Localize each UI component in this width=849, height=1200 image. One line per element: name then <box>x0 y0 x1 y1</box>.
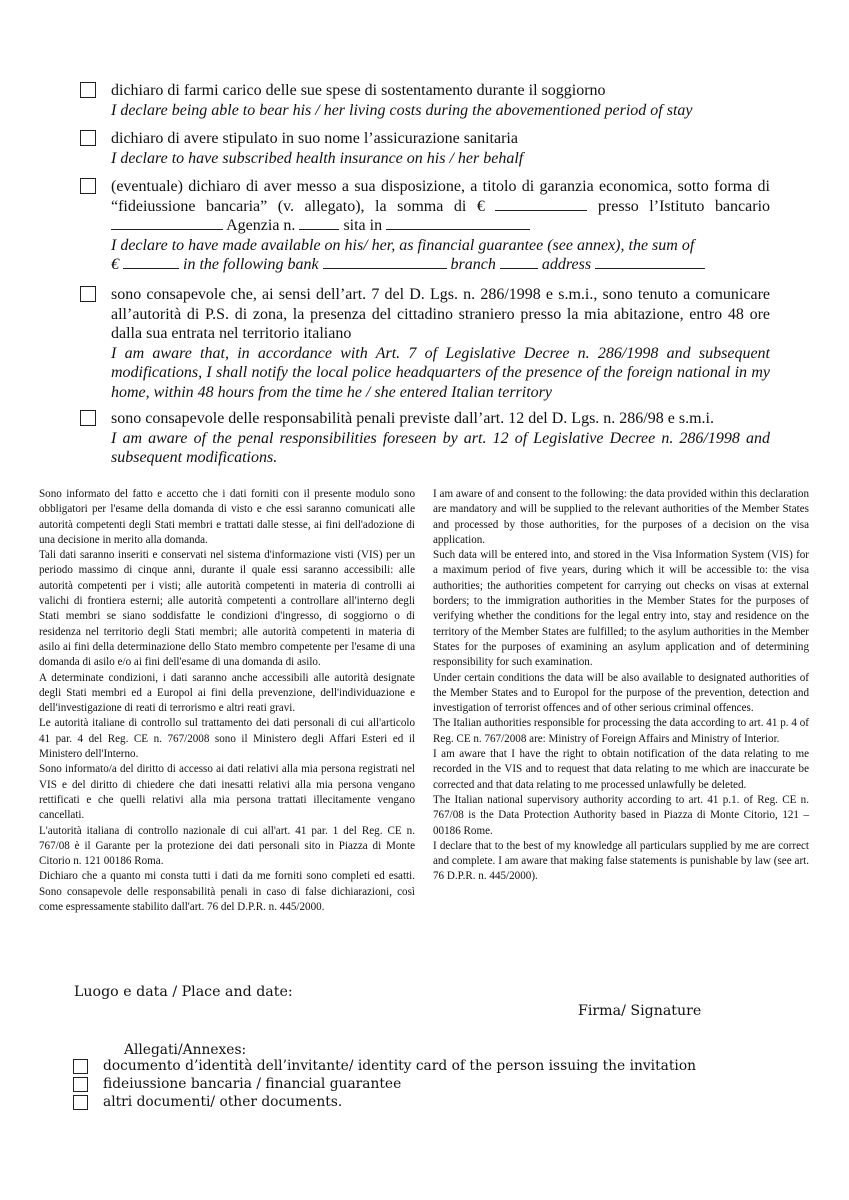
checkbox-penal-responsibility[interactable] <box>80 410 96 426</box>
privacy-paragraph: Under certain conditions the data will be also available to designated authorities of the Member States and to Europol for the purpose of the prevention, detection and investigation of terrorist offences and of other serious criminal offences. <box>433 671 809 715</box>
checkbox-other-documents[interactable] <box>73 1095 88 1110</box>
declaration-en-text: I am aware that, in accordance with Art. 7 of Legislative Decree n. 286/1998 and subsequent modifications, I shall notify the local police headquarters of the presence of the foreign national in my home, within 48 hours from the time he / she entered Italian territory <box>111 344 770 401</box>
place-and-date-label: Luogo e data / Place and date: <box>74 984 293 1000</box>
declaration-financial-guarantee <box>80 177 770 275</box>
privacy-paragraph: Le autorità italiane di controllo sul trattamento dei dati personali di cui all'articolo 41 par. 4 del Reg. CE n. 767/2008 sono il Ministero degli Affari Esteri ed il Ministero dell'Interno. <box>39 717 415 761</box>
checkbox-financial-guarantee[interactable] <box>80 178 96 194</box>
privacy-paragraph: The Italian national supervisory authority according to art. 41 p.1. of Reg. CE n. 767/08 is the Data Protection Authority based in Piazza di Monte Citorio, 121 – 00186 Rome. <box>433 793 809 837</box>
privacy-paragraph: Sono informato del fatto e accetto che i dati forniti con il presente modulo sono obbligatori per l'esame della domanda di visto e che essi saranno comunicati alle autorità competenti degli Stati membri e trattati dalle stesse, ai fini dell'adozione di una decisione in merito alla domanda. <box>39 488 415 546</box>
checkbox-health-insurance[interactable] <box>80 130 96 146</box>
address-field-en[interactable] <box>595 256 705 269</box>
annexes-title: Allegati/Annexes: <box>124 1042 247 1058</box>
checkbox-police-notification[interactable] <box>80 286 96 302</box>
annex-label: documento d’identità dell’invitante/ identity card of the person issuing the invitation <box>103 1058 697 1074</box>
declaration-police-notification <box>80 285 770 402</box>
agency-address-field[interactable] <box>386 217 530 230</box>
amount-field-en[interactable] <box>123 256 179 269</box>
privacy-notice-english <box>433 487 809 885</box>
annex-item-financial-guarantee <box>73 1076 401 1092</box>
privacy-paragraph: Such data will be entered into, and stored in the Visa Information System (VIS) for a maximum period of five years, during which it will be accessible to: the visa authorities; the authorities competent for carrying out checks on visas at external borders; to the immigration authorities in the Member States for the purposes of verifying whether the conditions for the legal entry into, stay and residence on the territory of the Member States are fulfilled; to the asylum authorities in the Member States for the purposes of examining an asylum application and of determining responsibility for such examination. <box>433 549 809 669</box>
annex-item-identity-card <box>73 1058 696 1074</box>
declaration-penal-responsibility <box>80 409 770 468</box>
bank-field-en[interactable] <box>323 256 447 269</box>
annex-item-other-documents <box>73 1094 342 1110</box>
privacy-paragraph: The Italian authorities responsible for processing the data according to art. 41 p. 4 of Reg. CE n. 767/2008 are: Ministry of Foreign Affairs and Ministry of Interior. <box>433 717 809 745</box>
amount-field[interactable] <box>495 198 587 211</box>
privacy-paragraph: I am aware of and consent to the following: the data provided within this declaration are mandatory and will be supplied to the relevant authorities of the Member States and processed by those authorities, for the purposes of a decision on the visa application. <box>433 488 809 546</box>
declaration-en-text: I am aware of the penal responsibilities foreseen by art. 12 of Legislative Decree n. 286/1998 and subsequent modifications. <box>111 429 770 466</box>
privacy-paragraph: I am aware that I have the right to obtain notification of the data relating to me recorded in the VIS and to request that data relating to me which are inaccurate be corrected and that data relating to me processed unlawfully be deleted. <box>433 748 809 791</box>
annex-label: fideiussione bancaria / financial guarantee <box>103 1076 402 1092</box>
checkbox-living-costs[interactable] <box>80 82 96 98</box>
privacy-paragraph: Tali dati saranno inseriti e conservati nel sistema d'informazione visti (VIS) per un periodo massimo di cinque anni, durante il quale essi saranno accessibili: alle autorità competenti per i visti; alle autorità competenti in materia di controlli ai valichi di frontiera esterni; alle autorità competenti a controllare all'interno degli Stati membri se siano soddisfatte le condizioni d'ingresso, di soggiorno o di residenza nel territorio degli Stati membri; alle autorità competenti in materia di asilo ai fini della determinazione dello Stato membro competente per l'esame di una domanda di asilo e/o ai fini dell'esame di una domanda di asilo. <box>39 549 415 669</box>
privacy-paragraph: Sono informato/a del diritto di accesso ai dati relativi alla mia persona registrati nel VIS e del diritto di chiedere che dati inesatti relativi alla mia persona vengano rettificati e che quelli relativi alla mia persona trattati illecitamente vengano cancellati. <box>39 763 415 822</box>
annex-label: altri documenti/ other documents. <box>103 1094 343 1110</box>
declaration-health-insurance <box>80 129 770 168</box>
agency-number-field[interactable] <box>299 217 339 230</box>
privacy-paragraph: L'autorità italiana di controllo nazionale di cui all'art. 41 par. 1 del Reg. CE n. 767/08 è il Garante per la protezione dei dati personali sito in Piazza di Monte Citorio n. 121 00186 Roma. <box>39 824 415 868</box>
checkbox-identity-card[interactable] <box>73 1059 88 1074</box>
bank-field[interactable] <box>111 217 223 230</box>
declaration-it-text: sono consapevole delle responsabilità penali previste dall’art. 12 del D. Lgs. n. 286/98 e s.m.i. <box>111 410 714 427</box>
declaration-it-text: dichiaro di avere stipulato in suo nome l’assicurazione sanitaria <box>111 130 518 147</box>
declaration-living-costs <box>80 81 770 120</box>
branch-field-en[interactable] <box>500 256 538 269</box>
declaration-it-text: dichiaro di farmi carico delle sue spese di sostentamento durante il soggiorno <box>111 82 606 99</box>
declaration-en-text: I declare to have made available on his/ her, as financial guarantee (see annex), the sum of € in the following bank branch address <box>111 236 770 275</box>
checkbox-annex-financial-guarantee[interactable] <box>73 1077 88 1092</box>
declaration-en-text: I declare to have subscribed health insurance on his / her behalf <box>111 149 524 167</box>
privacy-paragraph: Dichiaro che a quanto mi consta tutti i dati da me forniti sono completi ed esatti. Sono consapevole delle responsabilità penali in caso di false dichiarazioni, così come espressamente stabilito dall'art. 76 del D.P.R. n. 445/2000. <box>39 870 415 914</box>
privacy-notice-italian <box>39 487 415 915</box>
declaration-it-text: (eventuale) dichiaro di aver messo a sua disposizione, a titolo di garanzia economica, sotto forma di “fideiussione bancaria” (v. allegato), la somma di € presso l’Istituto bancario Agenzia n. sita in <box>111 178 771 234</box>
declaration-en-text: I declare being able to bear his / her living costs during the abovementioned period of stay <box>111 101 693 119</box>
declaration-it-text: sono consapevole che, ai sensi dell’art. 7 del D. Lgs. n. 286/1998 e s.m.i., sono tenuto a comunicare all’autorità di P.S. di zona, la presenza del cittadino straniero presso la mia abitazione, entro 48 ore dalla sua entrata nel territorio italiano <box>111 286 770 342</box>
privacy-paragraph: A determinate condizioni, i dati saranno anche accessibili alle autorità designate degli Stati membri ed a Europol ai fini della prevenzione, dell'individuazione e dell'investigazione di reati di terrorismo e altri reati gravi. <box>39 671 415 715</box>
signature-label: Firma/ Signature <box>578 1003 702 1019</box>
privacy-paragraph: I declare that to the best of my knowledge all particulars supplied by me are correct and complete. I am aware that making false statements is punishable by law (see art. 76 D.P.R. n. 445/2000). <box>433 839 809 883</box>
